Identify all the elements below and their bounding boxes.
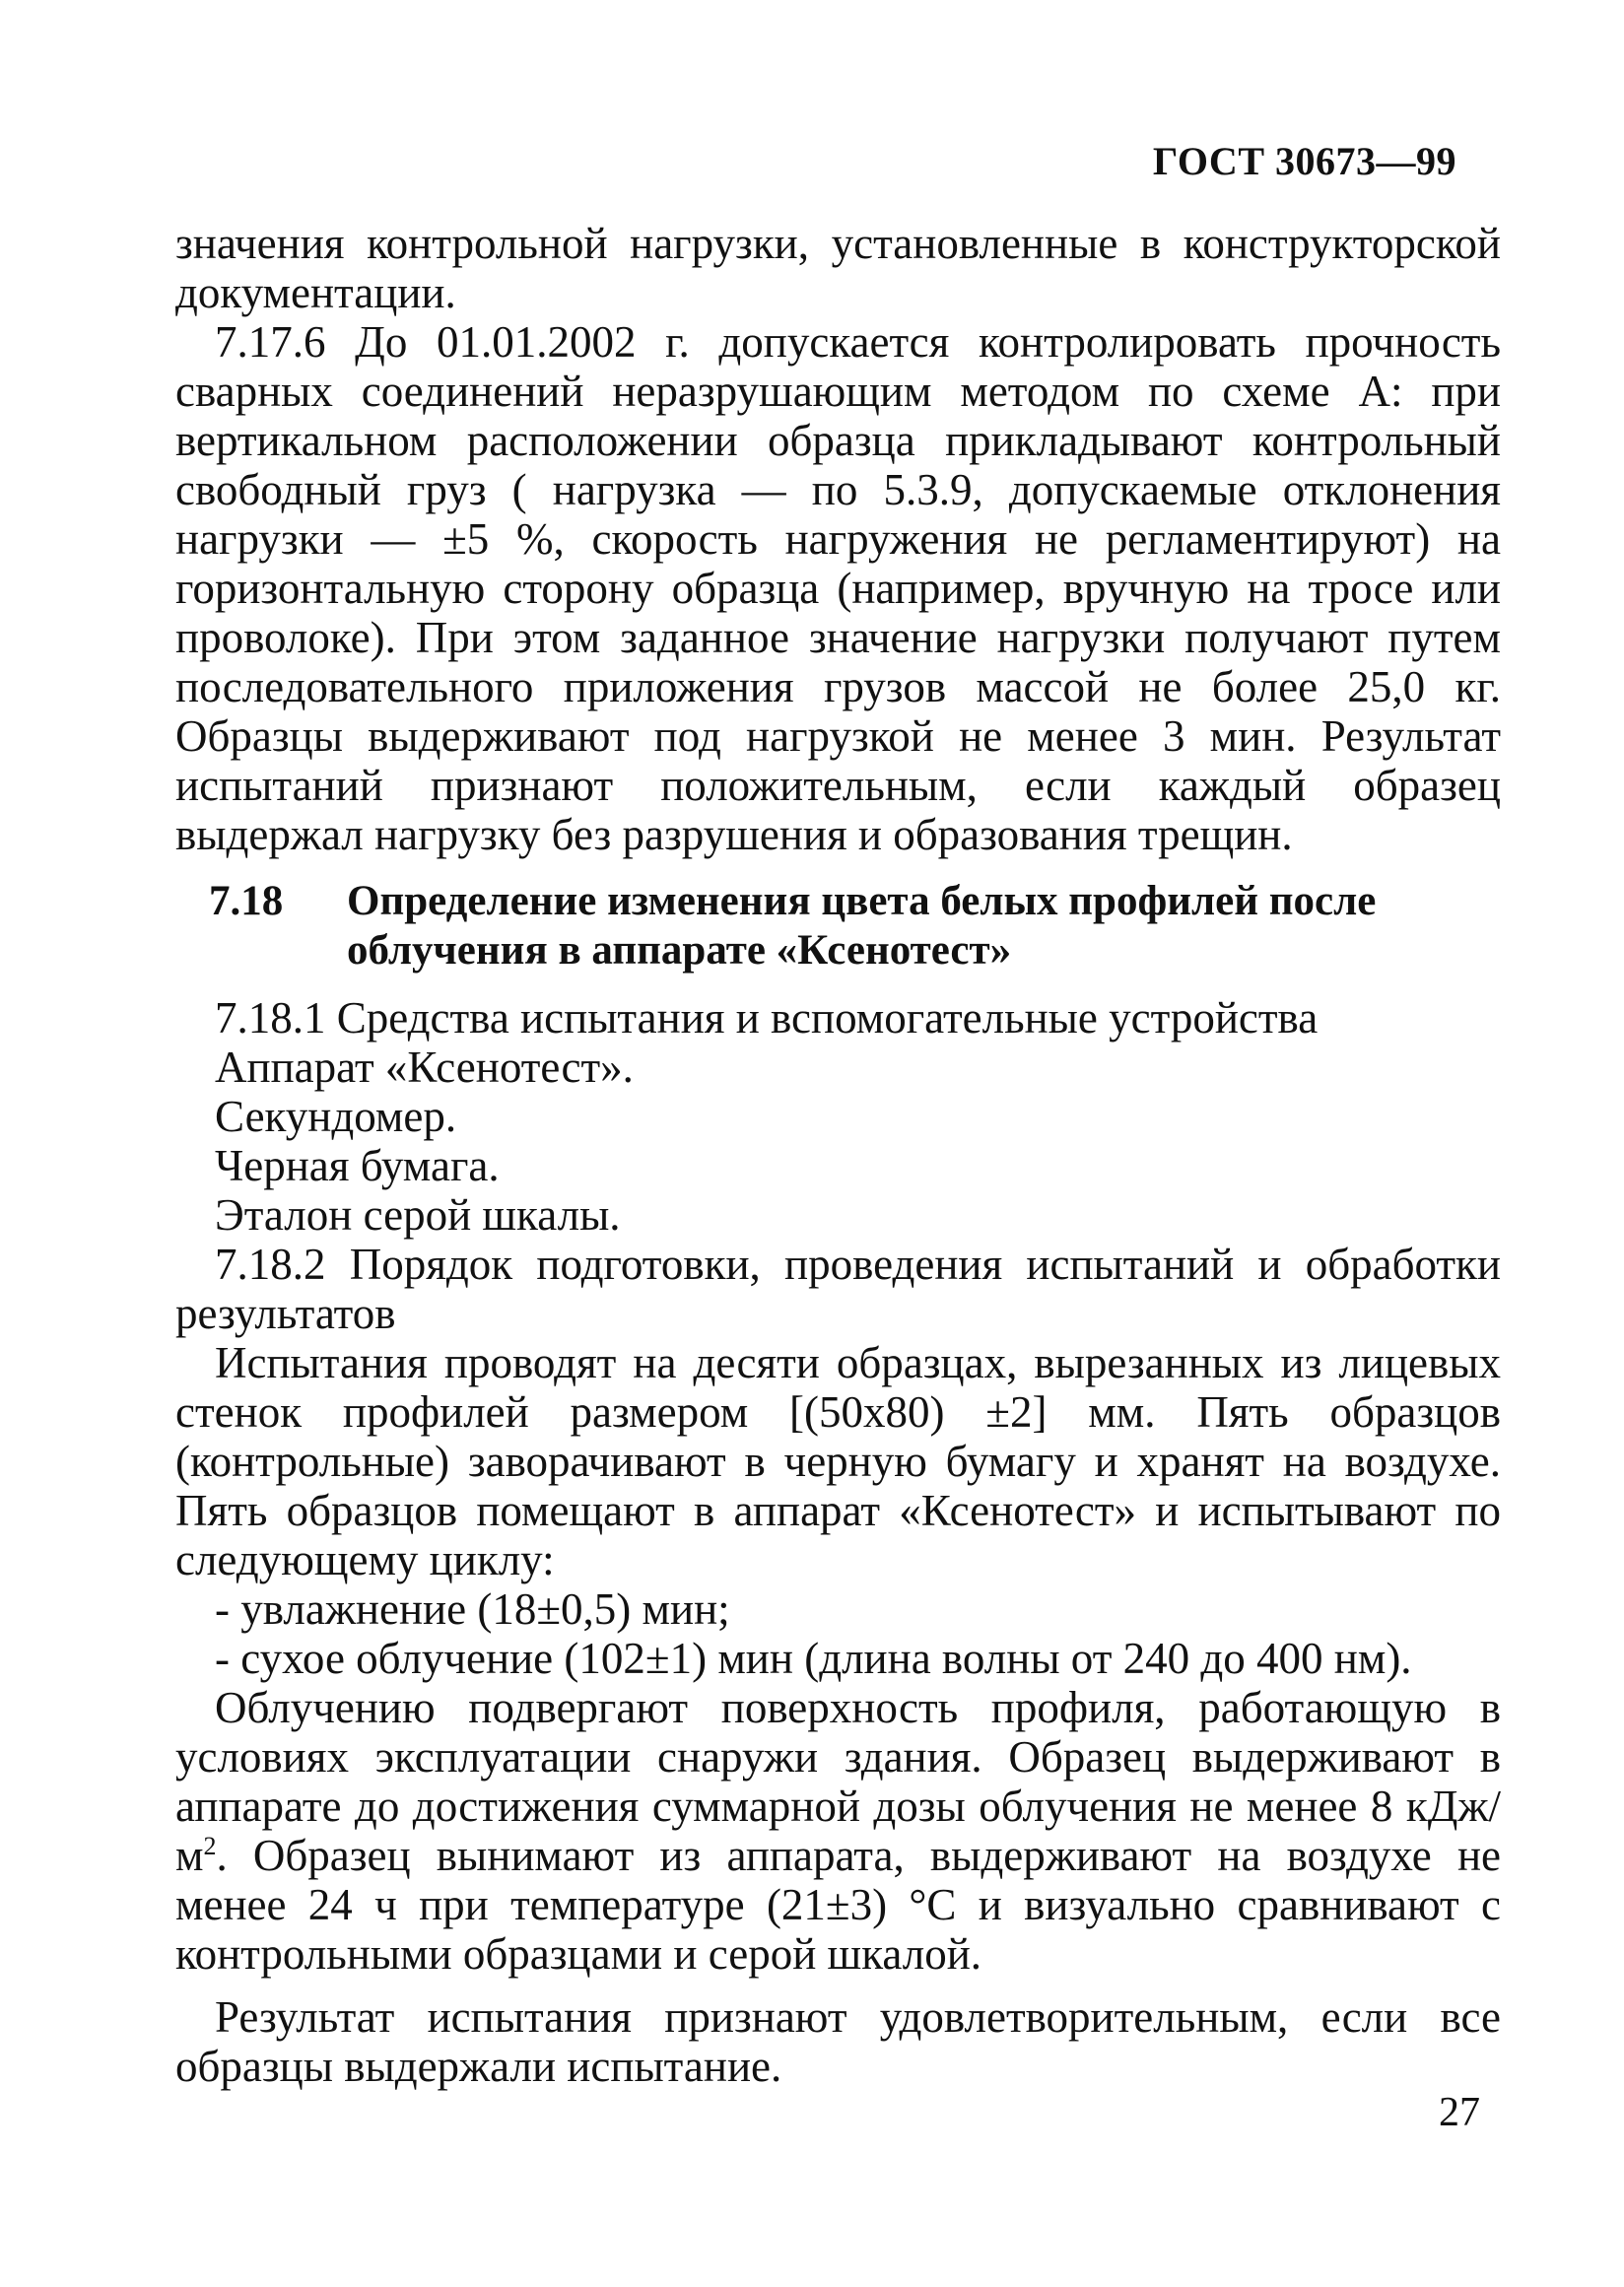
document-header: ГОСТ 30673—99 — [1152, 139, 1456, 183]
irradiation-text-end: . Образец вынимают из аппарата, выдерживают на воздухе не менее 24 ч при температуре (21±3) °С и визуально сравнивают с контрольными образцами и серой шкалой. — [175, 1831, 1501, 1979]
document-body — [175, 219, 1501, 2091]
paragraph-7-17-6: 7.17.6 До 01.01.2002 г. допускается контролировать прочность сварных соединений неразрушающим методом по схеме А: при вертикальном расположении образца прикладывают контрольный свободный груз ( нагрузка — по 5.3.9, допускаемые отклонения нагрузки — ±5 %, скорость нагружения не регламентируют) на горизонтальную сторону образца (например, вручную на тросе или проволоке). При этом заданное значение нагрузки получают путем последовательного приложения грузов массой не более 25,0 кг. Образцы выдерживают под нагрузкой не менее 3 мин. Результат испытаний признают положительным, если каждый образец выдержал нагрузку без разрушения и образования трещин. — [175, 317, 1501, 859]
section-heading-7-18 — [175, 877, 1501, 975]
cycle-item: - увлажнение (18±0,5) мин; — [215, 1584, 730, 1634]
section-title: Определение изменения цвета белых профилей после облучения в аппарате «Ксенотест» — [347, 878, 1377, 974]
superscript: 2 — [203, 1832, 217, 1860]
cycle-item: - сухое облучение (102±1) мин (длина волны от 240 до 400 нм). — [215, 1634, 1412, 1683]
paragraph-result: Результат испытания признают удовлетворительным, если все образцы выдержали испытание. — [175, 1992, 1501, 2091]
section-number: 7.18 — [209, 878, 284, 924]
equipment-item: Аппарат «Ксенотест». — [215, 1043, 634, 1092]
page-number: 27 — [1439, 2090, 1480, 2135]
equipment-item: Черная бумага. — [215, 1141, 500, 1190]
equipment-item: Эталон серой шкалы. — [215, 1190, 621, 1240]
paragraph-7-18-1: 7.18.1 Средства испытания и вспомогательные устройства — [215, 993, 1319, 1043]
equipment-item: Секундомер. — [215, 1092, 457, 1141]
paragraph-test-samples: Испытания проводят на десяти образцах, вырезанных из лицевых стенок профилей размером [(50x80) ±2] мм. Пять образцов (контрольные) заворачивают в черную бумагу и хранят на воздухе. Пять образцов помещают в аппарат «Ксенотест» и испытывают по следующему циклу: — [175, 1338, 1501, 1584]
paragraph-continued: значения контрольной нагрузки, установленные в конструкторской документации. — [175, 219, 1501, 317]
paragraph-irradiation — [175, 1683, 1501, 1979]
paragraph-7-18-2: 7.18.2 Порядок подготовки, проведения испытаний и обработки результатов — [175, 1240, 1501, 1338]
irradiation-text-start: Облучению подвергают поверхность профиля, работающую в условиях эксплуатации снаружи здания. Образец выдерживают в аппарате до достижения суммарной дозы облучения не менее 8 кДж/м — [175, 1683, 1501, 1880]
